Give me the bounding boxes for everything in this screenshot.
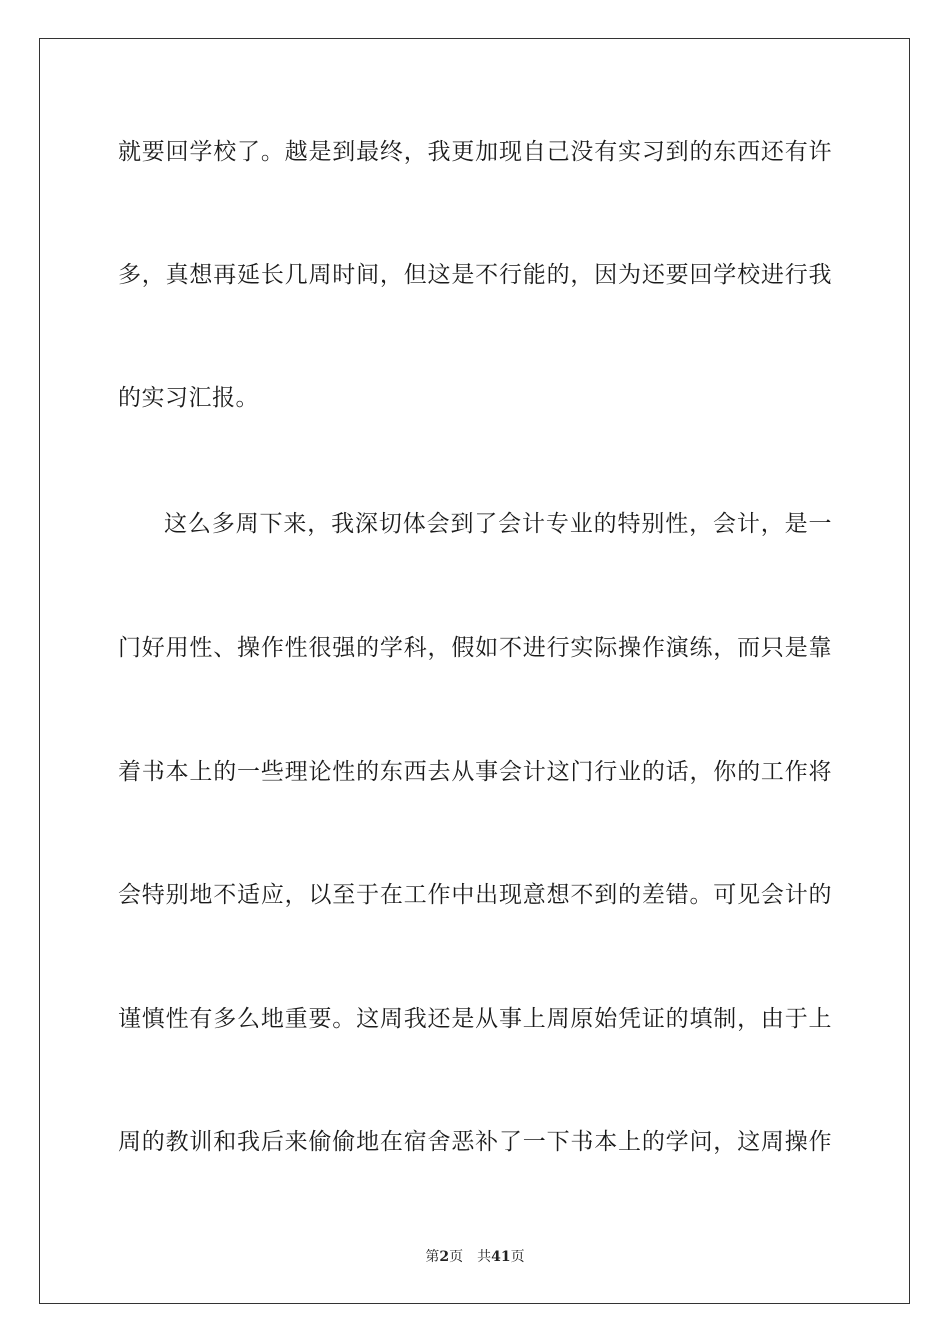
body-line-3: 的实习汇报。 [118, 385, 259, 411]
total-pages: 41 [491, 1249, 511, 1265]
total-prefix: 共 [477, 1249, 492, 1265]
body-line-9: 周的教训和我后来偷偷地在宿舍恶补了一下书本上的学问，这周操作 [118, 1129, 832, 1155]
page-border [39, 38, 910, 1304]
body-line-6: 着书本上的一些理论性的东西去从事会计这门行业的话，你的工作将 [118, 759, 832, 785]
body-line-2: 多，真想再延长几周时间，但这是不行能的，因为还要回学校进行我 [118, 262, 832, 288]
page-suffix: 页 [449, 1249, 464, 1265]
body-line-8: 谨慎性有多么地重要。这周我还是从事上周原始凭证的填制，由于上 [118, 1006, 832, 1032]
body-line-1: 就要回学校了。越是到最终，我更加现自己没有实习到的东西还有许 [118, 139, 832, 165]
total-suffix: 页 [510, 1249, 525, 1265]
body-line-5: 门好用性、操作性很强的学科，假如不进行实际操作演练，而只是靠 [118, 635, 832, 661]
body-line-4: 这么多周下来，我深切体会到了会计专业的特别性，会计，是一 [164, 511, 832, 537]
page-number: 2 [439, 1249, 450, 1265]
page-footer [0, 1248, 950, 1266]
body-line-7: 会特别地不适应，以至于在工作中出现意想不到的差错。可见会计的 [118, 882, 832, 908]
page-prefix: 第 [425, 1249, 440, 1265]
